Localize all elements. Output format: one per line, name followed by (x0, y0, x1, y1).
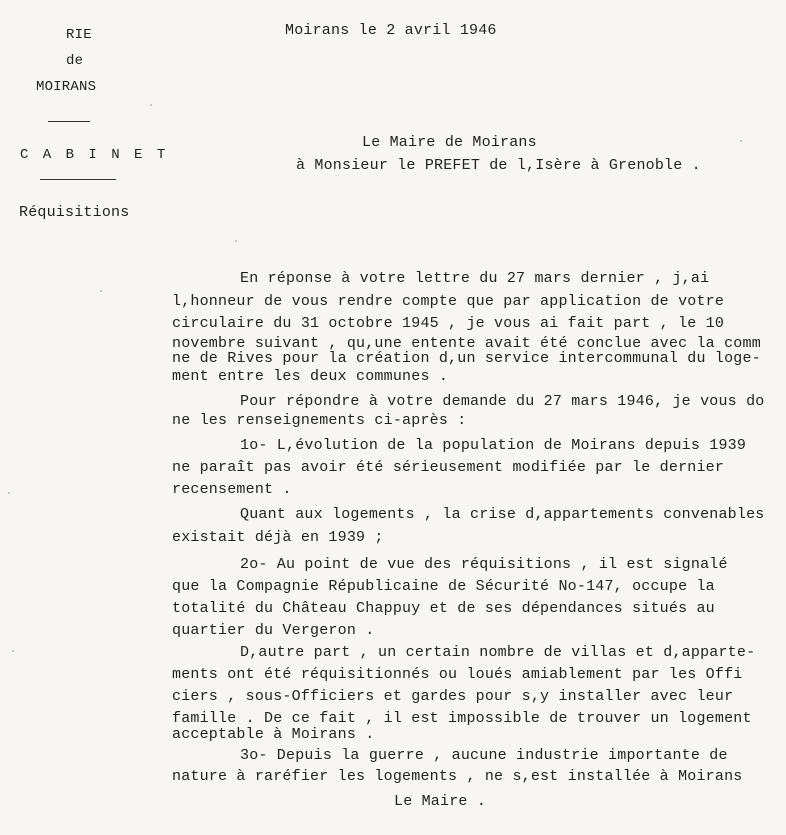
paper-speck (100, 290, 102, 292)
cabinet-label: C A B I N E T (20, 147, 169, 163)
body-line: ment entre les deux communes . (172, 368, 449, 385)
body-line: que la Compagnie Républicaine de Sécurité No-147, occupe la (172, 578, 715, 595)
header-line-3: MOIRANS (36, 79, 97, 95)
body-line: l,honneur de vous rendre compte que par application de votre (172, 293, 725, 310)
paper-speck (235, 240, 237, 242)
header-line-2: de (66, 53, 84, 69)
body-line: quartier du Vergeron . (172, 622, 375, 639)
body-line: En réponse à votre lettre du 27 mars dernier , j,ai (240, 270, 710, 287)
body-line: recensement . (172, 481, 292, 498)
body-line: ne les renseignements ci-après : (172, 412, 467, 429)
paper-speck (12, 650, 14, 652)
paper-speck (150, 104, 152, 106)
body-line: 2o- Au point de vue des réquisitions , il est signalé (240, 556, 728, 573)
body-line: ments ont été réquisitionnés ou loués amiablement par les Offi (172, 666, 743, 683)
body-line: ciers , sous-Officiers et gardes pour s,y installer avec leur (172, 688, 734, 705)
header-rule-2 (40, 179, 116, 180)
header-line-1: RIE (66, 27, 92, 43)
body-line: Quant aux logements , la crise d,appartements convenables (240, 506, 765, 523)
body-line: ne de Rives pour la création d,un service intercommunal du loge- (172, 350, 761, 367)
recipient-line: à Monsieur le PREFET de l,Isère à Grenoble . (296, 157, 701, 174)
body-line: Pour répondre à votre demande du 27 mars 1946, je vous do (240, 393, 765, 410)
header-rule-1 (48, 121, 90, 122)
paper-speck (740, 140, 742, 142)
sender-line: Le Maire de Moirans (362, 134, 537, 151)
body-line: existait déjà en 1939 ; (172, 529, 384, 546)
body-line: totalité du Château Chappuy et de ses dépendances situés au (172, 600, 715, 617)
body-line: D,autre part , un certain nombre de villas et d,apparte- (240, 644, 756, 661)
body-line: nature à raréfier les logements , ne s,est installée à Moirans (172, 768, 743, 785)
body-line: circulaire du 31 octobre 1945 , je vous ai fait part , le 10 (172, 315, 725, 332)
paper-speck (8, 492, 10, 494)
body-line: 3o- Depuis la guerre , aucune industrie importante de (240, 747, 728, 764)
signature-line: Le Maire . (394, 793, 487, 810)
body-line: ne paraît pas avoir été sérieusement modifiée par le dernier (172, 459, 725, 476)
department-label: Réquisitions (19, 204, 130, 221)
date-line: Moirans le 2 avril 1946 (285, 22, 497, 39)
body-line: acceptable à Moirans . (172, 726, 375, 743)
body-line: 1o- L,évolution de la population de Moirans depuis 1939 (240, 437, 747, 454)
body-line: famille . De ce fait , il est impossible de trouver un logement (172, 710, 752, 727)
body-line: novembre suivant , qu,une entente avait été conclue avec la comm (172, 335, 761, 352)
